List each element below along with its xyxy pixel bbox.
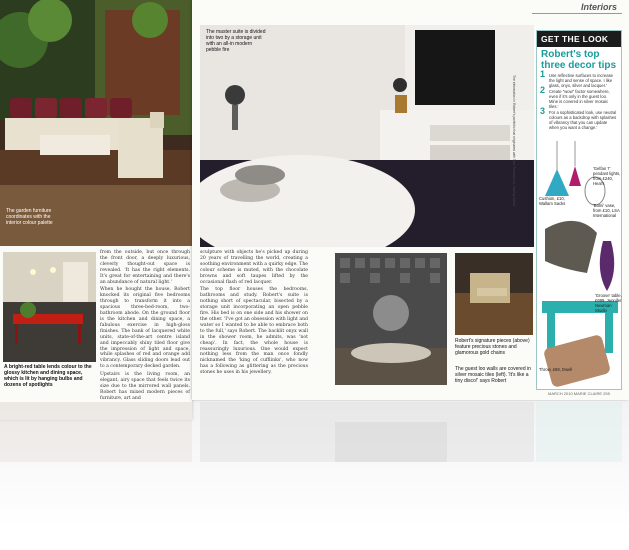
- master-suite-photo: [200, 25, 534, 247]
- get-the-look-heading: GET THE LOOK: [537, 31, 621, 47]
- tip-3: [537, 106, 621, 131]
- left-page: [0, 0, 192, 420]
- throw-label: Throw, £59, Dwell: [539, 367, 573, 372]
- pendant-label: 'Gelfan 7' pendant lights, from £240, Heal's: [593, 166, 621, 186]
- mosaic-illustration: [335, 253, 447, 385]
- tip-number: 3: [540, 106, 546, 116]
- tip-2: [537, 85, 621, 110]
- tips-title: Robert's top three decor tips: [541, 49, 617, 71]
- page-reflection: [0, 402, 629, 550]
- article-paragraph: Upstairs is the living room, an elegant, airy space that feels twice its size due to the mirrored wall panels. Robert has mixed modern pieces of furniture, art and: [100, 372, 190, 401]
- credit-line: The information in Robert's portfolio that originated with Tom Thomas Ltd, Hadley Wood: [512, 75, 516, 207]
- header-rule: [532, 13, 622, 14]
- section-title: Interiors: [580, 2, 617, 12]
- article-paragraph: sculpture with objects he's picked up during 20 years of travelling the world, creating a soothing environment with a quirky edge. The colour scheme is muted, with the chocolate browns and soft taupes lifted by the occasional flash of red lacquer.: [200, 250, 308, 285]
- garden-photo: [0, 0, 192, 246]
- guest-loo-caption: The guest loo walls are covered in silver mosaic tiles (left). 'It's like a tiny disco!' says Robert: [455, 366, 531, 384]
- article-paragraph: from the outside, but once through the front door, a deeply luxurious, cleverly thought-out space is revealed. 'It has the right elements. It's great for entertaining and there's an abundance of natural light.': [100, 250, 190, 285]
- reflection-illustration: [0, 402, 629, 550]
- article-paragraph: The top floor houses the bedrooms, bathrooms and study. Robert's suite is nothing short of spectacular, bisected by a storage unit incorporating an open pebble fire. His bed is on one side and his shower on the other. 'I've got an obsession with light and water so I wanted to be able to embrace both to the full,' says Robert. The backlit onyx wall in the shower room, he admits, was 'not cheap'. In fact, the whole house is reassuringly luxurious. One would expect nothing less from the man once fondly nicknamed the 'king of cufflinks', who now has a following as glittering as the precious stones he uses in his jewellery.: [200, 287, 308, 376]
- cushion-label: Cushion, £10, Wallam Sacks: [539, 196, 566, 206]
- article-paragraph: When he bought the house, Robert knocked its original five bedrooms through to transform it into a spacious three-bed-room, two-bathroom abode. On the ground floor is the kitchen and dining space, a fabulous exercise in high-gloss finishes. The bank of lacquered white units, state-of-the-art centre island and impeccably shiny tiled floor give the impression of light and space, while splashes of red and orange add vibrancy. Glass sliding doors lead out to a contemporary decked garden.: [100, 287, 190, 370]
- article-column-1: [100, 250, 190, 410]
- tip-text: For a sophisticated look, use neutral colours as a backdrop with splashes of vibrancy that you can update when you want a change.': [549, 110, 617, 130]
- vase-label: 'Bomi' vase, from £10, LSA International: [593, 203, 620, 218]
- article-column-2: [200, 250, 308, 400]
- tip-text: Create "wow" factor somewhere, even if it's only in the guest loo. Mine is covered in silver mosaic tiles.': [549, 89, 610, 109]
- kitchen-photo: [3, 252, 96, 362]
- signature-caption: Robert's signature pieces (above) feature precious stones and glamorous gold chains: [455, 338, 530, 356]
- tip-text: Use reflective surfaces to increase the light and sense of space. I like glass, onyx, silver and lacquer.': [549, 73, 614, 88]
- tip-number: 1: [540, 69, 546, 79]
- get-the-look-panel: [536, 30, 622, 390]
- tip-number: 2: [540, 85, 546, 95]
- tip-1: [537, 69, 621, 89]
- bedroom-illustration: [200, 25, 534, 247]
- page-footer: MARCH 2010 MARIE CLAIRE 255: [548, 391, 610, 396]
- guest-loo-photo: [455, 253, 533, 335]
- garden-caption: The garden furniture coordinates with the interior colour palette: [6, 208, 53, 226]
- table-label: 'Groove' table, £699, Jennifer Newman Studio: [595, 293, 622, 313]
- signature-photo: [335, 253, 447, 385]
- jewellery-illustration: [455, 253, 533, 335]
- master-suite-caption: The master suite is divided into two by a storage unit with an all-in modern pebble fire: [206, 29, 266, 53]
- kitchen-caption: A bright-red table lends colour to the glossy kitchen and dining space, which is lit by hanging bulbs and dozens of spotlights: [4, 364, 92, 388]
- kitchen-illustration: [3, 252, 96, 362]
